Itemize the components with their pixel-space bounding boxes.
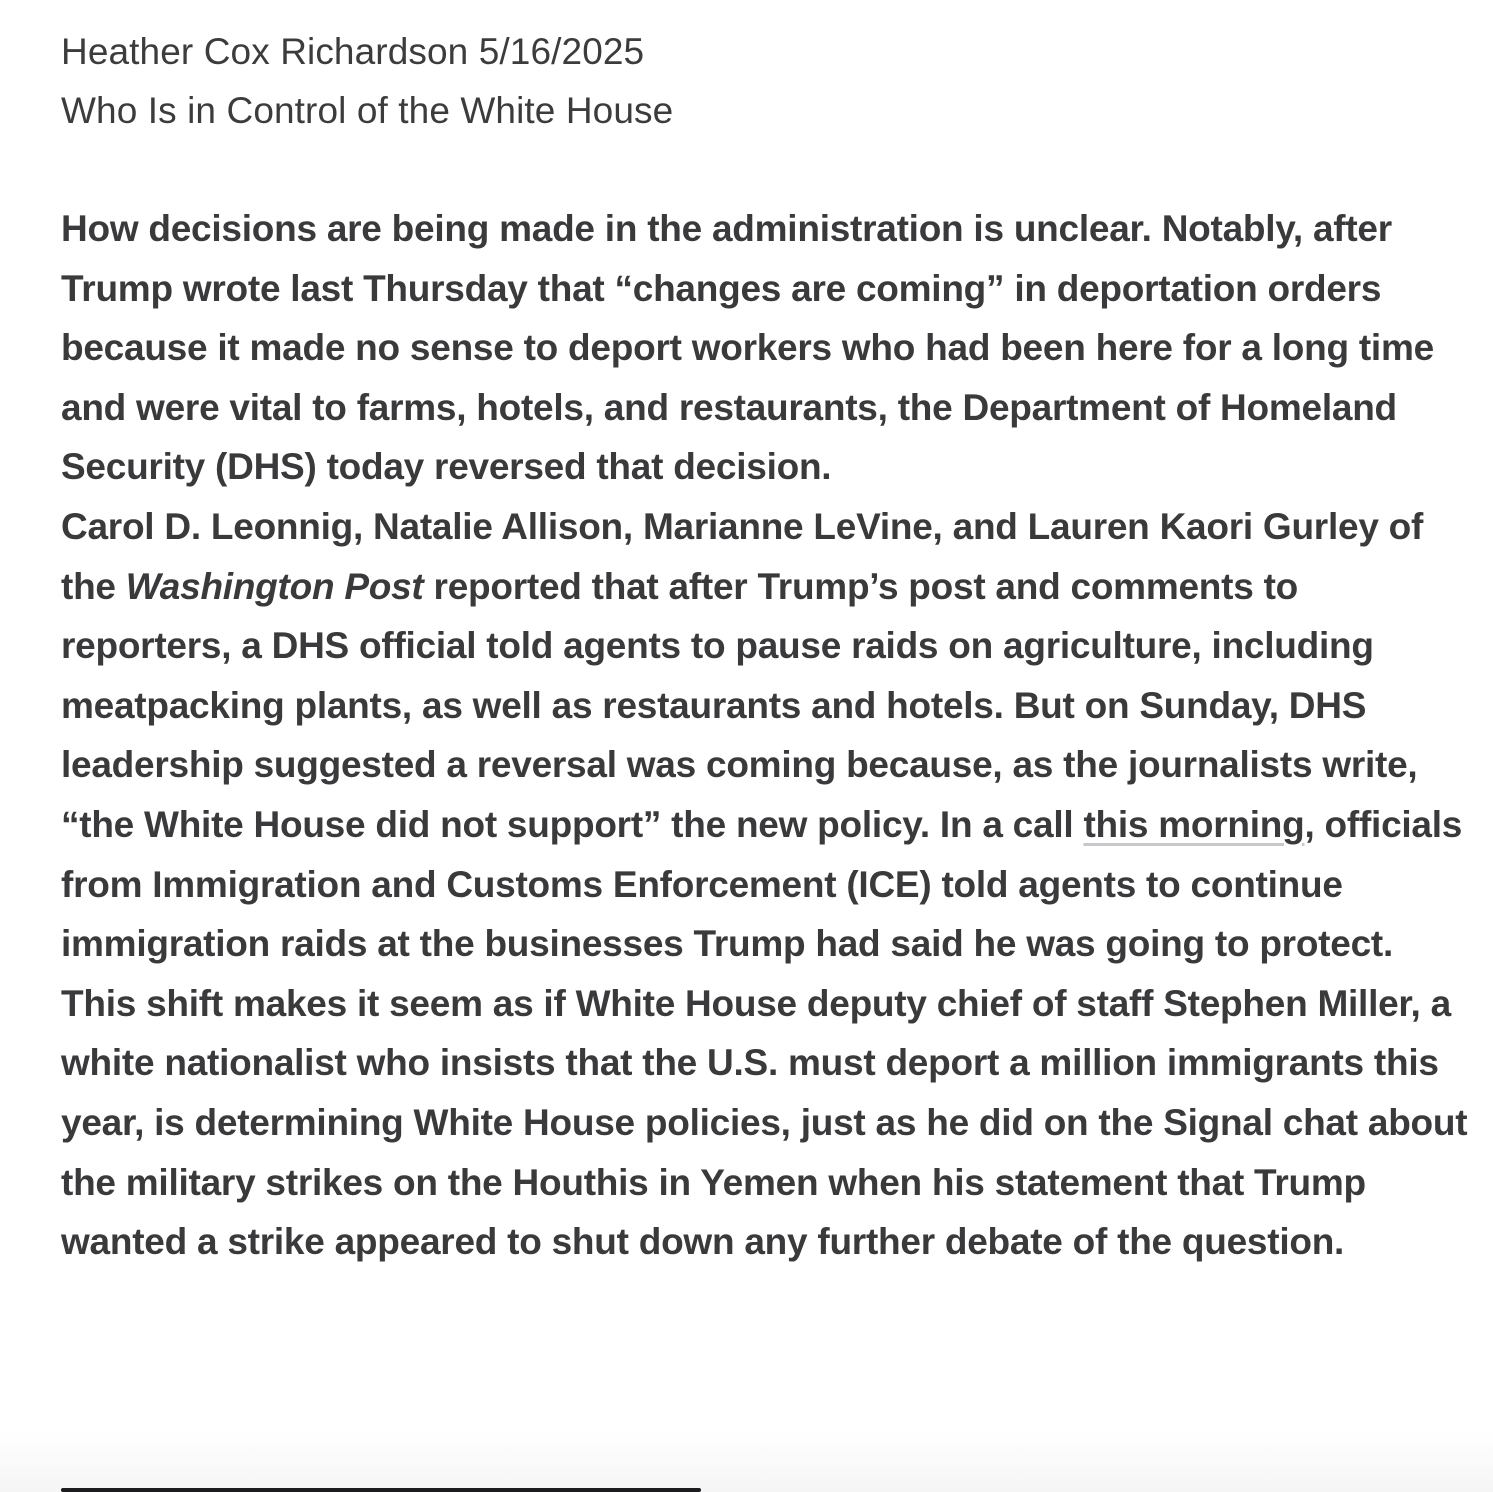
- bottom-fade: [0, 1432, 1493, 1492]
- note-title: Who Is in Control of the White House: [61, 90, 674, 131]
- detected-date-link[interactable]: this morning: [1083, 803, 1305, 845]
- blank-line: [61, 140, 1471, 199]
- paragraph-1: How decisions are being made in the administration is unclear. Notably, after Trump wrote last Thursday that “changes are coming” in deportation orders because it made no sense to deport workers who had been here for a long time and were vital to farms, hotels, and restaurants, the Department of Homeland Security (DHS) today reversed that decision.: [61, 208, 1434, 488]
- paragraph-2-end: , officials from Immigration and Customs Enforcement (ICE) told agents to continue immigration raids at the businesses Trump had said he was going to protect.: [61, 803, 1463, 965]
- text-selection-bar: [61, 1488, 701, 1492]
- paragraph-2-body: reported that after Trump’s post and comments to reporters, a DHS official told agents to pause raids on agriculture, including meatpacking plants, as well as restaurants and hotels. But on Sunday, DHS leadership suggested a reversal was coming because, as the journalists write, “the White House did not support” the new policy. In a call: [61, 565, 1418, 845]
- paragraph-2-intro: Carol D. Leonnig, Natalie Allison, Marianne LeVine, and Lauren Kaori Gurley of the: [61, 505, 1424, 607]
- note-body[interactable]: [61, 22, 1471, 1272]
- note-author-date: Heather Cox Richardson 5/16/2025: [61, 31, 645, 72]
- paragraph-3: This shift makes it seem as if White House deputy chief of staff Stephen Miller, a white nationalist who insists that the U.S. must deport a million immigrants this year, is determining White House policies, just as he did on the Signal chat about the military strikes on the Houthis in Yemen when his statement that Trump wanted a strike appeared to shut down any further debate of the question.: [61, 982, 1468, 1263]
- publication-name: Washington Post: [125, 565, 424, 607]
- paragraph-2: [61, 497, 1471, 974]
